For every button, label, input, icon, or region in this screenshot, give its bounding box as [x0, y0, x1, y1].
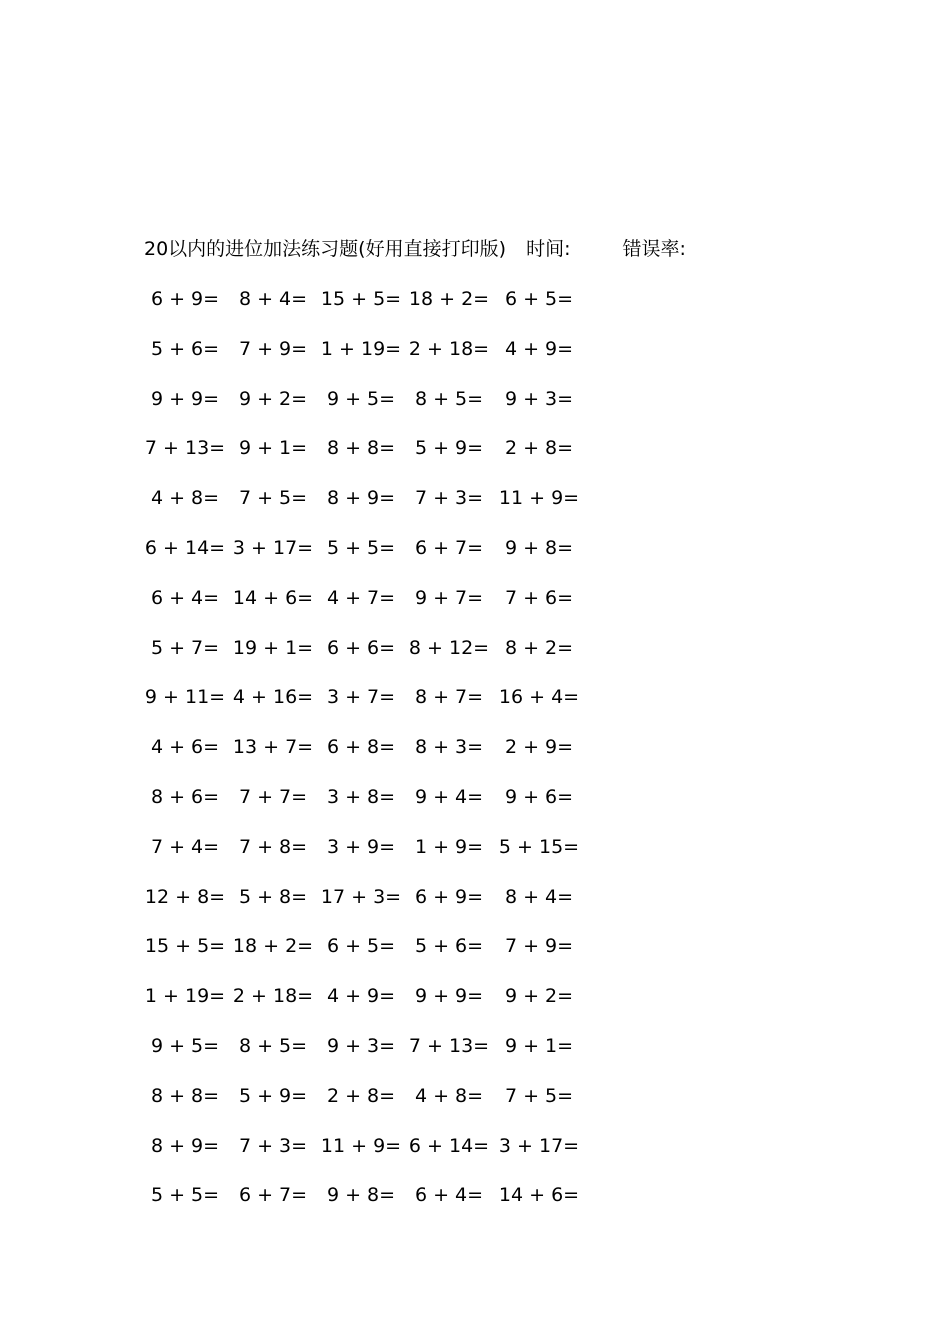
problem-row: [144, 832, 604, 882]
addition-problem: 6 + 6=: [326, 636, 396, 659]
addition-problem: 14 + 6=: [498, 1184, 580, 1207]
problem-grid: [144, 284, 604, 1230]
addition-problem: 8 + 8=: [150, 1084, 220, 1107]
addition-problem: 9 + 3=: [504, 387, 574, 410]
addition-problem: 4 + 9=: [326, 985, 396, 1008]
addition-problem: 7 + 5=: [504, 1084, 574, 1107]
addition-problem: 8 + 12=: [408, 636, 490, 659]
addition-problem: 3 + 7=: [326, 686, 396, 709]
problem-row: [144, 931, 604, 981]
addition-problem: 11 + 9=: [320, 1134, 402, 1157]
addition-problem: 9 + 9=: [414, 985, 484, 1008]
time-label: 时间:: [526, 238, 571, 260]
addition-problem: 9 + 8=: [326, 1184, 396, 1207]
addition-problem: 9 + 5=: [150, 1034, 220, 1057]
addition-problem: 1 + 19=: [320, 337, 402, 360]
problem-row: [144, 284, 604, 334]
problem-row: [144, 782, 604, 832]
addition-problem: 9 + 7=: [414, 586, 484, 609]
addition-problem: 3 + 9=: [326, 835, 396, 858]
addition-problem: 7 + 9=: [238, 337, 308, 360]
addition-problem: 5 + 6=: [150, 337, 220, 360]
problem-row: [144, 1031, 604, 1081]
worksheet-header: [144, 234, 686, 264]
addition-problem: 2 + 8=: [504, 437, 574, 460]
addition-problem: 6 + 8=: [326, 736, 396, 759]
problem-row: [144, 583, 604, 633]
addition-problem: 4 + 8=: [150, 487, 220, 510]
addition-problem: 9 + 6=: [504, 785, 574, 808]
addition-problem: 7 + 3=: [414, 487, 484, 510]
addition-problem: 11 + 9=: [498, 487, 580, 510]
addition-problem: 3 + 17=: [232, 536, 314, 559]
addition-problem: 15 + 5=: [320, 288, 402, 310]
addition-problem: 8 + 7=: [414, 686, 484, 709]
addition-problem: 4 + 9=: [504, 337, 574, 360]
addition-problem: 6 + 9=: [414, 885, 484, 908]
problem-row: [144, 433, 604, 483]
addition-problem: 2 + 9=: [504, 736, 574, 759]
addition-problem: 9 + 5=: [326, 387, 396, 410]
problem-row: [144, 1081, 604, 1131]
problem-row: [144, 334, 604, 384]
addition-problem: 9 + 2=: [238, 387, 308, 410]
addition-problem: 9 + 8=: [504, 536, 574, 559]
addition-problem: 5 + 9=: [414, 437, 484, 460]
addition-problem: 5 + 7=: [150, 636, 220, 659]
addition-problem: 1 + 9=: [414, 835, 484, 858]
addition-problem: 6 + 5=: [326, 935, 396, 958]
addition-problem: 5 + 6=: [414, 935, 484, 958]
addition-problem: 3 + 8=: [326, 785, 396, 808]
addition-problem: 5 + 15=: [498, 835, 580, 858]
addition-problem: 2 + 8=: [326, 1084, 396, 1107]
addition-problem: 7 + 5=: [238, 487, 308, 510]
addition-problem: 4 + 8=: [414, 1084, 484, 1107]
addition-problem: 6 + 7=: [238, 1184, 308, 1207]
addition-problem: 7 + 13=: [144, 437, 226, 460]
addition-problem: 6 + 14=: [144, 536, 226, 559]
addition-problem: 18 + 2=: [408, 288, 490, 310]
addition-problem: 6 + 4=: [414, 1184, 484, 1207]
addition-problem: 6 + 14=: [408, 1134, 490, 1157]
addition-problem: 8 + 3=: [414, 736, 484, 759]
addition-problem: 7 + 4=: [150, 835, 220, 858]
addition-problem: 19 + 1=: [232, 636, 314, 659]
addition-problem: 12 + 8=: [144, 885, 226, 908]
addition-problem: 7 + 6=: [504, 586, 574, 609]
addition-problem: 4 + 7=: [326, 586, 396, 609]
problem-row: [144, 633, 604, 683]
addition-problem: 9 + 9=: [150, 387, 220, 410]
problem-row: [144, 682, 604, 732]
addition-problem: 14 + 6=: [232, 586, 314, 609]
problem-row: [144, 882, 604, 932]
addition-problem: 9 + 2=: [504, 985, 574, 1008]
addition-problem: 5 + 5=: [326, 536, 396, 559]
addition-problem: 8 + 9=: [150, 1134, 220, 1157]
addition-problem: 7 + 7=: [238, 785, 308, 808]
addition-problem: 5 + 8=: [238, 885, 308, 908]
addition-problem: 8 + 9=: [326, 487, 396, 510]
addition-problem: 6 + 9=: [150, 288, 220, 310]
addition-problem: 9 + 3=: [326, 1034, 396, 1057]
addition-problem: 8 + 5=: [238, 1034, 308, 1057]
addition-problem: 8 + 4=: [238, 288, 308, 310]
addition-problem: 8 + 4=: [504, 885, 574, 908]
addition-problem: 8 + 2=: [504, 636, 574, 659]
worksheet-title: 20以内的进位加法练习题(好用直接打印版): [144, 238, 507, 260]
addition-problem: 9 + 1=: [504, 1034, 574, 1057]
problem-row: [144, 981, 604, 1031]
addition-problem: 18 + 2=: [232, 935, 314, 958]
addition-problem: 5 + 9=: [238, 1084, 308, 1107]
addition-problem: 6 + 5=: [504, 288, 574, 310]
problem-row: [144, 732, 604, 782]
addition-problem: 9 + 4=: [414, 785, 484, 808]
addition-problem: 7 + 13=: [408, 1034, 490, 1057]
addition-problem: 3 + 17=: [498, 1134, 580, 1157]
problem-row: [144, 1180, 604, 1230]
addition-problem: 15 + 5=: [144, 935, 226, 958]
addition-problem: 9 + 1=: [238, 437, 308, 460]
addition-problem: 7 + 9=: [504, 935, 574, 958]
addition-problem: 2 + 18=: [232, 985, 314, 1008]
addition-problem: 6 + 4=: [150, 586, 220, 609]
addition-problem: 7 + 8=: [238, 835, 308, 858]
addition-problem: 6 + 7=: [414, 536, 484, 559]
problem-row: [144, 483, 604, 533]
addition-problem: 4 + 16=: [232, 686, 314, 709]
addition-problem: 4 + 6=: [150, 736, 220, 759]
problem-row: [144, 384, 604, 434]
addition-problem: 8 + 8=: [326, 437, 396, 460]
addition-problem: 8 + 6=: [150, 785, 220, 808]
addition-problem: 5 + 5=: [150, 1184, 220, 1207]
problem-row: [144, 533, 604, 583]
addition-problem: 7 + 3=: [238, 1134, 308, 1157]
error-rate-label: 错误率:: [622, 238, 686, 260]
addition-problem: 2 + 18=: [408, 337, 490, 360]
addition-problem: 9 + 11=: [144, 686, 226, 709]
addition-problem: 8 + 5=: [414, 387, 484, 410]
addition-problem: 13 + 7=: [232, 736, 314, 759]
addition-problem: 16 + 4=: [498, 686, 580, 709]
addition-problem: 17 + 3=: [320, 885, 402, 908]
problem-row: [144, 1131, 604, 1181]
addition-problem: 1 + 19=: [144, 985, 226, 1008]
